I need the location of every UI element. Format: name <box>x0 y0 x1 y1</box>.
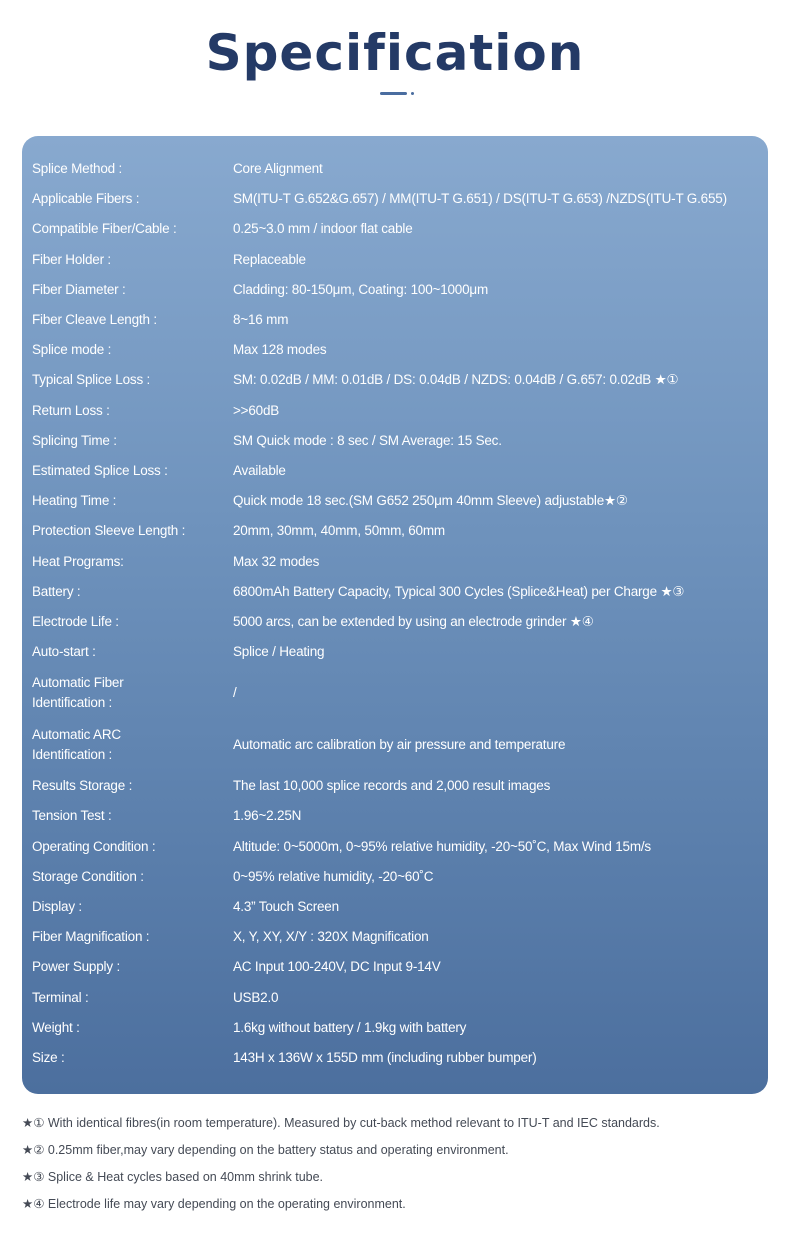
spec-value: 8~16 mm <box>233 312 289 328</box>
spec-label: Return Loss : <box>32 402 110 418</box>
spec-row <box>22 832 768 862</box>
spec-value: 143H x 136W x 155D mm (including rubber bumper) <box>233 1049 537 1065</box>
spec-row <box>22 862 768 892</box>
title-dot <box>411 92 414 95</box>
title-dash <box>380 92 407 95</box>
spec-label: Operating Condition : <box>32 838 156 854</box>
spec-label: Heat Programs: <box>32 553 124 569</box>
spec-row <box>22 456 768 486</box>
spec-row <box>22 365 768 395</box>
spec-label: Weight : <box>32 1019 80 1035</box>
spec-row <box>22 245 768 275</box>
spec-label-line: Automatic Fiber <box>32 675 124 691</box>
spec-value: Splice / Heating <box>233 644 325 660</box>
spec-row <box>22 801 768 831</box>
spec-label-line: Identification : <box>32 695 113 711</box>
spec-row <box>22 426 768 456</box>
spec-value: Automatic arc calibration by air pressure and temperature <box>233 737 566 753</box>
spec-value: 5000 arcs, can be extended by using an electrode grinder ★④ <box>233 613 594 629</box>
spec-label: Fiber Magnification : <box>32 929 150 945</box>
spec-value: 4.3” Touch Screen <box>233 899 339 915</box>
spec-value: Max 32 modes <box>233 553 320 569</box>
spec-value: 1.6kg without battery / 1.9kg with battery <box>233 1019 467 1035</box>
spec-row <box>22 922 768 952</box>
spec-value: 6800mAh Battery Capacity, Typical 300 Cycles (Splice&Heat) per Charge ★③ <box>233 583 685 599</box>
spec-row <box>22 1043 768 1073</box>
spec-label: Display : <box>32 899 82 915</box>
spec-label: Fiber Holder : <box>32 251 111 267</box>
spec-label: Results Storage : <box>32 778 133 794</box>
spec-value: >>60dB <box>233 402 280 418</box>
spec-label: Storage Condition : <box>32 868 144 884</box>
spec-row <box>22 305 768 335</box>
spec-value: SM: 0.02dB / MM: 0.01dB / DS: 0.04dB / NZDS: 0.04dB / G.657: 0.02dB ★① <box>233 372 679 388</box>
spec-value: Max 128 modes <box>233 342 327 358</box>
spec-value: Available <box>233 462 286 478</box>
footnote: ★④ Electrode life may vary depending on the operating environment. <box>22 1197 406 1211</box>
spec-label-line: Automatic ARC <box>32 727 121 743</box>
spec-label: Protection Sleeve Length : <box>32 523 186 539</box>
spec-label: Typical Splice Loss : <box>32 372 151 388</box>
spec-label <box>32 725 222 765</box>
spec-label: Compatible Fiber/Cable : <box>32 221 177 237</box>
spec-row <box>22 184 768 214</box>
spec-label: Power Supply : <box>32 959 120 975</box>
spec-row <box>22 577 768 607</box>
spec-value: Quick mode 18 sec.(SM G652 250μm 40mm Sleeve) adjustable★② <box>233 493 628 509</box>
spec-value: AC Input 100-240V, DC Input 9-14V <box>233 959 441 975</box>
spec-row <box>22 546 768 576</box>
spec-row <box>22 214 768 244</box>
spec-label: Fiber Cleave Length : <box>32 312 157 328</box>
footnote: ★② 0.25mm fiber,may vary depending on the battery status and operating environment. <box>22 1143 509 1157</box>
spec-label <box>32 673 222 713</box>
spec-row <box>22 892 768 922</box>
spec-row <box>22 396 768 426</box>
spec-value: USB2.0 <box>233 989 279 1005</box>
spec-value: 0.25~3.0 mm / indoor flat cable <box>233 221 413 237</box>
title-decoration <box>380 92 420 96</box>
spec-row <box>22 275 768 305</box>
spec-label: Splice Method : <box>32 161 123 177</box>
spec-label: Battery : <box>32 583 81 599</box>
spec-label: Estimated Splice Loss : <box>32 462 168 478</box>
spec-label: Heating Time : <box>32 493 117 509</box>
footnote: ★① With identical fibres(in room temperature). Measured by cut-back method relevant to ITU-T and IEC standards. <box>22 1116 660 1130</box>
spec-row <box>22 667 768 719</box>
spec-value: SM Quick mode : 8 sec / SM Average: 15 Sec. <box>233 432 502 448</box>
spec-row <box>22 154 768 184</box>
page-title: Specification <box>205 24 585 82</box>
spec-label: Splice mode : <box>32 342 112 358</box>
spec-row <box>22 335 768 365</box>
spec-row <box>22 771 768 801</box>
footnote: ★③ Splice & Heat cycles based on 40mm shrink tube. <box>22 1170 324 1184</box>
spec-row <box>22 952 768 982</box>
spec-panel <box>22 136 768 1094</box>
spec-value: 20mm, 30mm, 40mm, 50mm, 60mm <box>233 523 445 539</box>
spec-row <box>22 607 768 637</box>
spec-value: The last 10,000 splice records and 2,000 result images <box>233 778 551 794</box>
spec-label-line: Identification : <box>32 747 113 763</box>
spec-row <box>22 719 768 771</box>
spec-value: Altitude: 0~5000m, 0~95% relative humidity, -20~50˚C, Max Wind 15m/s <box>233 838 651 854</box>
spec-row <box>22 637 768 667</box>
spec-label: Fiber Diameter : <box>32 281 126 297</box>
spec-value: Replaceable <box>233 251 306 267</box>
spec-value: SM(ITU-T G.652&G.657) / MM(ITU-T G.651) / DS(ITU-T G.653) /NZDS(ITU-T G.655) <box>233 191 727 207</box>
spec-row <box>22 1013 768 1043</box>
spec-value: Core Alignment <box>233 161 323 177</box>
spec-table <box>22 154 768 1073</box>
spec-label: Terminal : <box>32 989 89 1005</box>
spec-value: Cladding: 80-150μm, Coating: 100~1000μm <box>233 281 489 297</box>
spec-label: Splicing Time : <box>32 432 117 448</box>
spec-value: 1.96~2.25N <box>233 808 302 824</box>
footnotes <box>22 1112 782 1220</box>
spec-value: X, Y, XY, X/Y : 320X Magnification <box>233 929 429 945</box>
spec-row <box>22 486 768 516</box>
spec-label: Auto-start : <box>32 644 96 660</box>
spec-row <box>22 516 768 546</box>
spec-value: / <box>233 685 237 701</box>
spec-label: Tension Test : <box>32 808 112 824</box>
spec-label: Size : <box>32 1049 65 1065</box>
spec-label: Electrode Life : <box>32 613 119 629</box>
spec-label: Applicable Fibers : <box>32 191 140 207</box>
spec-row <box>22 983 768 1013</box>
spec-value: 0~95% relative humidity, -20~60˚C <box>233 868 434 884</box>
